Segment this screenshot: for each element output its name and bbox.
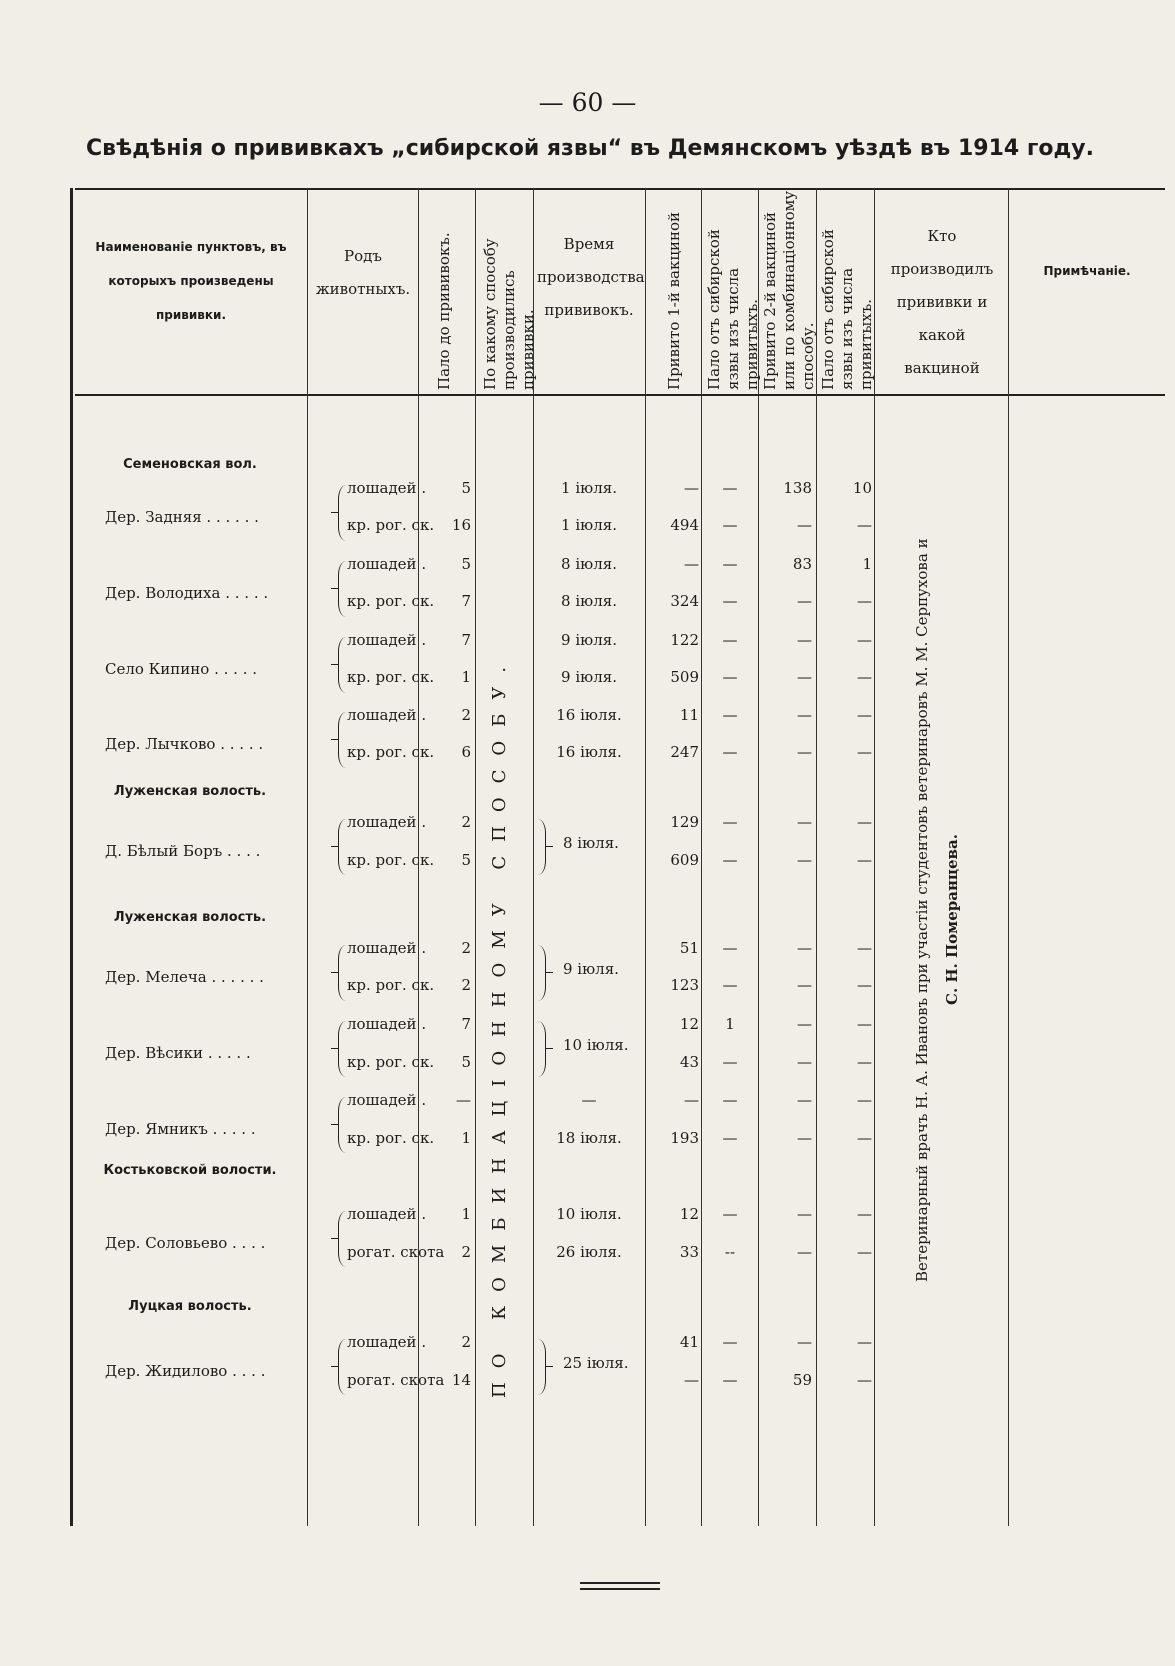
vaccine-1-count: 324 bbox=[670, 592, 699, 610]
vaccination-date: 9 іюля. bbox=[563, 959, 619, 978]
who-text-1: Ветеринарный врачъ Н. А. Ивановъ при участіи студентовъ ветеринаровъ М. М. Серпухова и bbox=[913, 538, 931, 1282]
fell-before-count: — bbox=[456, 1091, 471, 1109]
vaccine-2-count: — bbox=[797, 1091, 812, 1109]
group-label: Луженская волость. bbox=[113, 910, 267, 925]
fell-before-count: 5 bbox=[461, 555, 471, 573]
vaccine-1-count: 12 bbox=[679, 1205, 699, 1223]
vaccine-2-count: — bbox=[797, 516, 812, 534]
vaccine-1-count: — bbox=[684, 1371, 699, 1389]
col-rule bbox=[475, 188, 476, 1526]
village-name: Дер. Лычково . . . . . bbox=[105, 734, 264, 753]
animal-type: рогат. скота bbox=[347, 1243, 445, 1261]
animal-type: лошадей . bbox=[347, 813, 427, 831]
vaccine-2-count: — bbox=[797, 1015, 812, 1033]
header-fell-2: Пало отъ сибирской язвы изъ числа привитыхъ. bbox=[819, 229, 875, 390]
who-text-2: С. Н. Померанцева. bbox=[943, 834, 961, 1006]
fell-before-count: 2 bbox=[461, 1333, 471, 1351]
vaccine-1-count: — bbox=[684, 479, 699, 497]
fell-before-count: 7 bbox=[461, 592, 471, 610]
vaccine-2-count: — bbox=[797, 1243, 812, 1261]
group-label: Луцкая волость. bbox=[128, 1299, 252, 1314]
village-name: Село Кипино . . . . . bbox=[105, 659, 257, 678]
fell-1-count: — bbox=[722, 1129, 738, 1147]
brace-right bbox=[537, 1021, 546, 1077]
header-animal: Родъ животныхъ. bbox=[315, 247, 411, 298]
vaccine-1-count: 494 bbox=[670, 516, 699, 534]
vaccination-date: 1 іюля. bbox=[561, 516, 617, 534]
vaccine-2-count: — bbox=[797, 706, 812, 724]
vaccination-date: 9 іюля. bbox=[561, 668, 617, 686]
fell-before-count: 6 bbox=[461, 743, 471, 761]
fell-before-count: 2 bbox=[461, 706, 471, 724]
fell-2-count: — bbox=[857, 976, 872, 994]
vaccine-1-count: 43 bbox=[679, 1053, 699, 1071]
brace-left bbox=[338, 819, 347, 875]
fell-1-count: — bbox=[722, 743, 738, 761]
fell-1-count: — bbox=[722, 1205, 738, 1223]
page-number: — 60 — bbox=[538, 88, 637, 117]
vaccination-date: 8 іюля. bbox=[561, 592, 617, 610]
vaccine-2-count: — bbox=[797, 939, 812, 957]
header-vaccine-2: Привито 2-й вакциной или по комбинаціонному способу. bbox=[761, 190, 817, 390]
fell-2-count: — bbox=[857, 1333, 872, 1351]
col-rule bbox=[307, 188, 308, 1526]
vaccination-date: 18 іюля. bbox=[556, 1129, 622, 1147]
animal-type: кр. рог. ск. bbox=[347, 1129, 435, 1147]
animal-type: лошадей . bbox=[347, 479, 427, 497]
vaccine-1-count: 609 bbox=[670, 851, 699, 869]
animal-type: кр. рог. ск. bbox=[347, 851, 435, 869]
fell-2-count: — bbox=[857, 743, 872, 761]
animal-type: лошадей . bbox=[347, 706, 427, 724]
brace-left bbox=[338, 485, 347, 541]
vaccine-2-count: 138 bbox=[783, 479, 812, 497]
fell-before-count: 2 bbox=[461, 976, 471, 994]
fell-1-count: — bbox=[722, 1371, 738, 1389]
fell-2-count: — bbox=[857, 1243, 872, 1261]
fell-1-count: -- bbox=[724, 1243, 736, 1261]
fell-2-count: — bbox=[857, 1205, 872, 1223]
vaccination-date: 16 іюля. bbox=[556, 706, 622, 724]
vaccine-2-count: 83 bbox=[792, 555, 812, 573]
brace-right bbox=[537, 819, 546, 875]
vaccine-1-count: 122 bbox=[670, 631, 699, 649]
brace-left bbox=[338, 945, 347, 1001]
method-text: ПО КОМБИНАЦІОННОМУ СПОСОБУ. bbox=[489, 652, 510, 1398]
footer-rule bbox=[580, 1582, 660, 1584]
header-fell-1: Пало отъ сибирской язвы изъ числа привитыхъ. bbox=[705, 229, 761, 390]
fell-1-count: — bbox=[722, 706, 738, 724]
brace-left bbox=[338, 712, 347, 768]
vaccine-1-count: 123 bbox=[670, 976, 699, 994]
fell-2-count: — bbox=[857, 813, 872, 831]
brace-left bbox=[338, 1339, 347, 1395]
header-note: Примѣчаніе. bbox=[1043, 264, 1131, 278]
vaccine-2-count: — bbox=[797, 813, 812, 831]
fell-1-count: — bbox=[722, 631, 738, 649]
fell-1-count: — bbox=[722, 479, 738, 497]
fell-2-count: — bbox=[857, 1129, 872, 1147]
vaccine-2-count: — bbox=[797, 1333, 812, 1351]
vaccine-1-count: 129 bbox=[670, 813, 699, 831]
fell-1-count: — bbox=[722, 851, 738, 869]
group-label: Семеновская вол. bbox=[123, 457, 257, 472]
fell-1-count: — bbox=[722, 939, 738, 957]
vaccination-date: 1 іюля. bbox=[561, 479, 617, 497]
vaccine-1-count: 33 bbox=[679, 1243, 699, 1261]
animal-type: лошадей . bbox=[347, 631, 427, 649]
vaccine-2-count: — bbox=[797, 976, 812, 994]
village-name: Дер. Жидилово . . . . bbox=[105, 1362, 266, 1380]
fell-before-count: 16 bbox=[451, 516, 471, 534]
vaccination-date: 8 іюля. bbox=[561, 555, 617, 573]
vaccination-date: 8 іюля. bbox=[563, 834, 619, 852]
vaccine-1-count: 11 bbox=[679, 706, 699, 724]
fell-2-count: — bbox=[857, 851, 872, 869]
brace-left bbox=[338, 1211, 347, 1267]
fell-2-count: — bbox=[857, 939, 872, 957]
header-bottom-rule bbox=[75, 394, 1165, 396]
header-vaccine-1: Привито 1-й вакциной bbox=[665, 211, 683, 390]
fell-2-count: — bbox=[857, 1371, 872, 1389]
fell-before-count: 5 bbox=[461, 1053, 471, 1071]
vaccine-1-count: 247 bbox=[670, 743, 699, 761]
vaccine-1-count: 193 bbox=[670, 1129, 699, 1147]
village-name: Дер. Мелеча . . . . . . bbox=[105, 967, 264, 986]
fell-before-count: 5 bbox=[461, 479, 471, 497]
brace-right bbox=[537, 1339, 546, 1395]
vaccine-1-count: 509 bbox=[670, 668, 699, 686]
fell-before-count: 1 bbox=[461, 1205, 471, 1223]
header-fell-before: Пало до прививокъ. bbox=[435, 232, 453, 390]
fell-2-count: — bbox=[857, 1091, 872, 1109]
village-name: Дер. Володиха . . . . . bbox=[105, 583, 269, 602]
fell-1-count: — bbox=[722, 976, 738, 994]
fell-1-count: 1 bbox=[725, 1015, 735, 1033]
table-left-rule bbox=[70, 188, 73, 1526]
animal-type: кр. рог. ск. bbox=[347, 743, 435, 761]
vaccine-2-count: — bbox=[797, 743, 812, 761]
animal-type: кр. рог. ск. bbox=[347, 592, 435, 610]
village-name: Д. Бѣлый Боръ . . . . bbox=[105, 842, 261, 860]
brace-right bbox=[537, 945, 546, 1001]
village-name: Дер. Задняя . . . . . . bbox=[105, 507, 259, 526]
fell-2-count: — bbox=[857, 1015, 872, 1033]
fell-before-count: 5 bbox=[461, 851, 471, 869]
vaccine-2-count: — bbox=[797, 631, 812, 649]
vaccine-2-count: — bbox=[797, 851, 812, 869]
animal-type: рогат. скота bbox=[347, 1371, 445, 1389]
fell-1-count: — bbox=[722, 592, 738, 610]
header-who: Кто производилъ прививки и какой вакциной bbox=[890, 227, 994, 377]
brace-left bbox=[338, 637, 347, 693]
vaccination-date: 10 іюля. bbox=[556, 1205, 622, 1223]
fell-1-count: — bbox=[722, 516, 738, 534]
vaccination-date: 16 іюля. bbox=[556, 743, 622, 761]
fell-1-count: — bbox=[722, 555, 738, 573]
fell-before-count: 1 bbox=[461, 668, 471, 686]
vaccine-1-count: 41 bbox=[679, 1333, 699, 1351]
village-name: Дер. Ямникъ . . . . . bbox=[105, 1120, 256, 1138]
vaccine-2-count: — bbox=[797, 668, 812, 686]
fell-1-count: — bbox=[722, 668, 738, 686]
group-label: Костьковской волости. bbox=[103, 1163, 277, 1178]
col-rule bbox=[1008, 188, 1009, 1526]
fell-before-count: 2 bbox=[461, 939, 471, 957]
header-method: По какому способу производились прививки. bbox=[481, 238, 537, 390]
animal-type: лошадей . bbox=[347, 1091, 427, 1109]
vaccination-table bbox=[75, 190, 1165, 1526]
vaccination-date: 26 іюля. bbox=[556, 1243, 622, 1261]
animal-type: кр. рог. ск. bbox=[347, 976, 435, 994]
vaccination-date: — bbox=[581, 1091, 597, 1109]
fell-before-count: 2 bbox=[461, 1243, 471, 1261]
fell-2-count: — bbox=[857, 706, 872, 724]
fell-1-count: — bbox=[722, 813, 738, 831]
fell-1-count: — bbox=[722, 1333, 738, 1351]
vaccine-1-count: — bbox=[684, 1091, 699, 1109]
footer-rule bbox=[580, 1588, 660, 1590]
fell-2-count: — bbox=[857, 516, 872, 534]
fell-before-count: 7 bbox=[461, 1015, 471, 1033]
vaccination-date: 25 іюля. bbox=[563, 1354, 629, 1372]
fell-2-count: 10 bbox=[852, 479, 872, 497]
vaccine-2-count: — bbox=[797, 1205, 812, 1223]
vaccine-1-count: 12 bbox=[679, 1015, 699, 1033]
group-label: Луженская волость. bbox=[113, 784, 267, 799]
fell-2-count: — bbox=[857, 1053, 872, 1071]
table-top-rule bbox=[75, 188, 1165, 190]
fell-1-count: — bbox=[722, 1053, 738, 1071]
brace-left bbox=[338, 1097, 347, 1153]
village-name: Дер. Соловьево . . . . bbox=[105, 1234, 266, 1252]
page-title: Свѣдѣнія о прививкахъ „сибирской язвы“ въ Демянскомъ уѣздѣ въ 1914 году. bbox=[86, 136, 1094, 161]
fell-2-count: — bbox=[857, 631, 872, 649]
fell-2-count: — bbox=[857, 592, 872, 610]
animal-type: кр. рог. ск. bbox=[347, 668, 435, 686]
animal-type: лошадей . bbox=[347, 1015, 427, 1033]
brace-left bbox=[338, 561, 347, 617]
fell-before-count: 7 bbox=[461, 631, 471, 649]
vaccine-2-count: — bbox=[797, 592, 812, 610]
vaccine-2-count: — bbox=[797, 1053, 812, 1071]
vaccination-date: 10 іюля. bbox=[563, 1036, 629, 1054]
vaccine-1-count: — bbox=[684, 555, 699, 573]
fell-2-count: — bbox=[857, 668, 872, 686]
vaccine-2-count: 59 bbox=[792, 1371, 812, 1389]
animal-type: лошадей . bbox=[347, 555, 427, 573]
village-name: Дер. Вѣсики . . . . . bbox=[105, 1044, 251, 1062]
header-name: Наименованіе пунктовъ, въ которыхъ произведены прививки. bbox=[95, 240, 287, 322]
animal-type: лошадей . bbox=[347, 1333, 427, 1351]
fell-before-count: 2 bbox=[461, 813, 471, 831]
vaccine-2-count: — bbox=[797, 1129, 812, 1147]
col-rule bbox=[701, 188, 702, 1526]
animal-type: кр. рог. ск. bbox=[347, 1053, 435, 1071]
animal-type: лошадей . bbox=[347, 1205, 427, 1223]
fell-2-count: 1 bbox=[862, 555, 872, 573]
vaccine-1-count: 51 bbox=[679, 939, 699, 957]
col-rule bbox=[645, 188, 646, 1526]
animal-type: кр. рог. ск. bbox=[347, 516, 435, 534]
fell-1-count: — bbox=[722, 1091, 738, 1109]
header-time: Время производства прививокъ. bbox=[537, 235, 645, 319]
vaccination-date: 9 іюля. bbox=[561, 631, 617, 649]
fell-before-count: 1 bbox=[461, 1129, 471, 1147]
animal-type: лошадей . bbox=[347, 939, 427, 957]
fell-before-count: 14 bbox=[451, 1371, 471, 1389]
brace-left bbox=[338, 1021, 347, 1077]
